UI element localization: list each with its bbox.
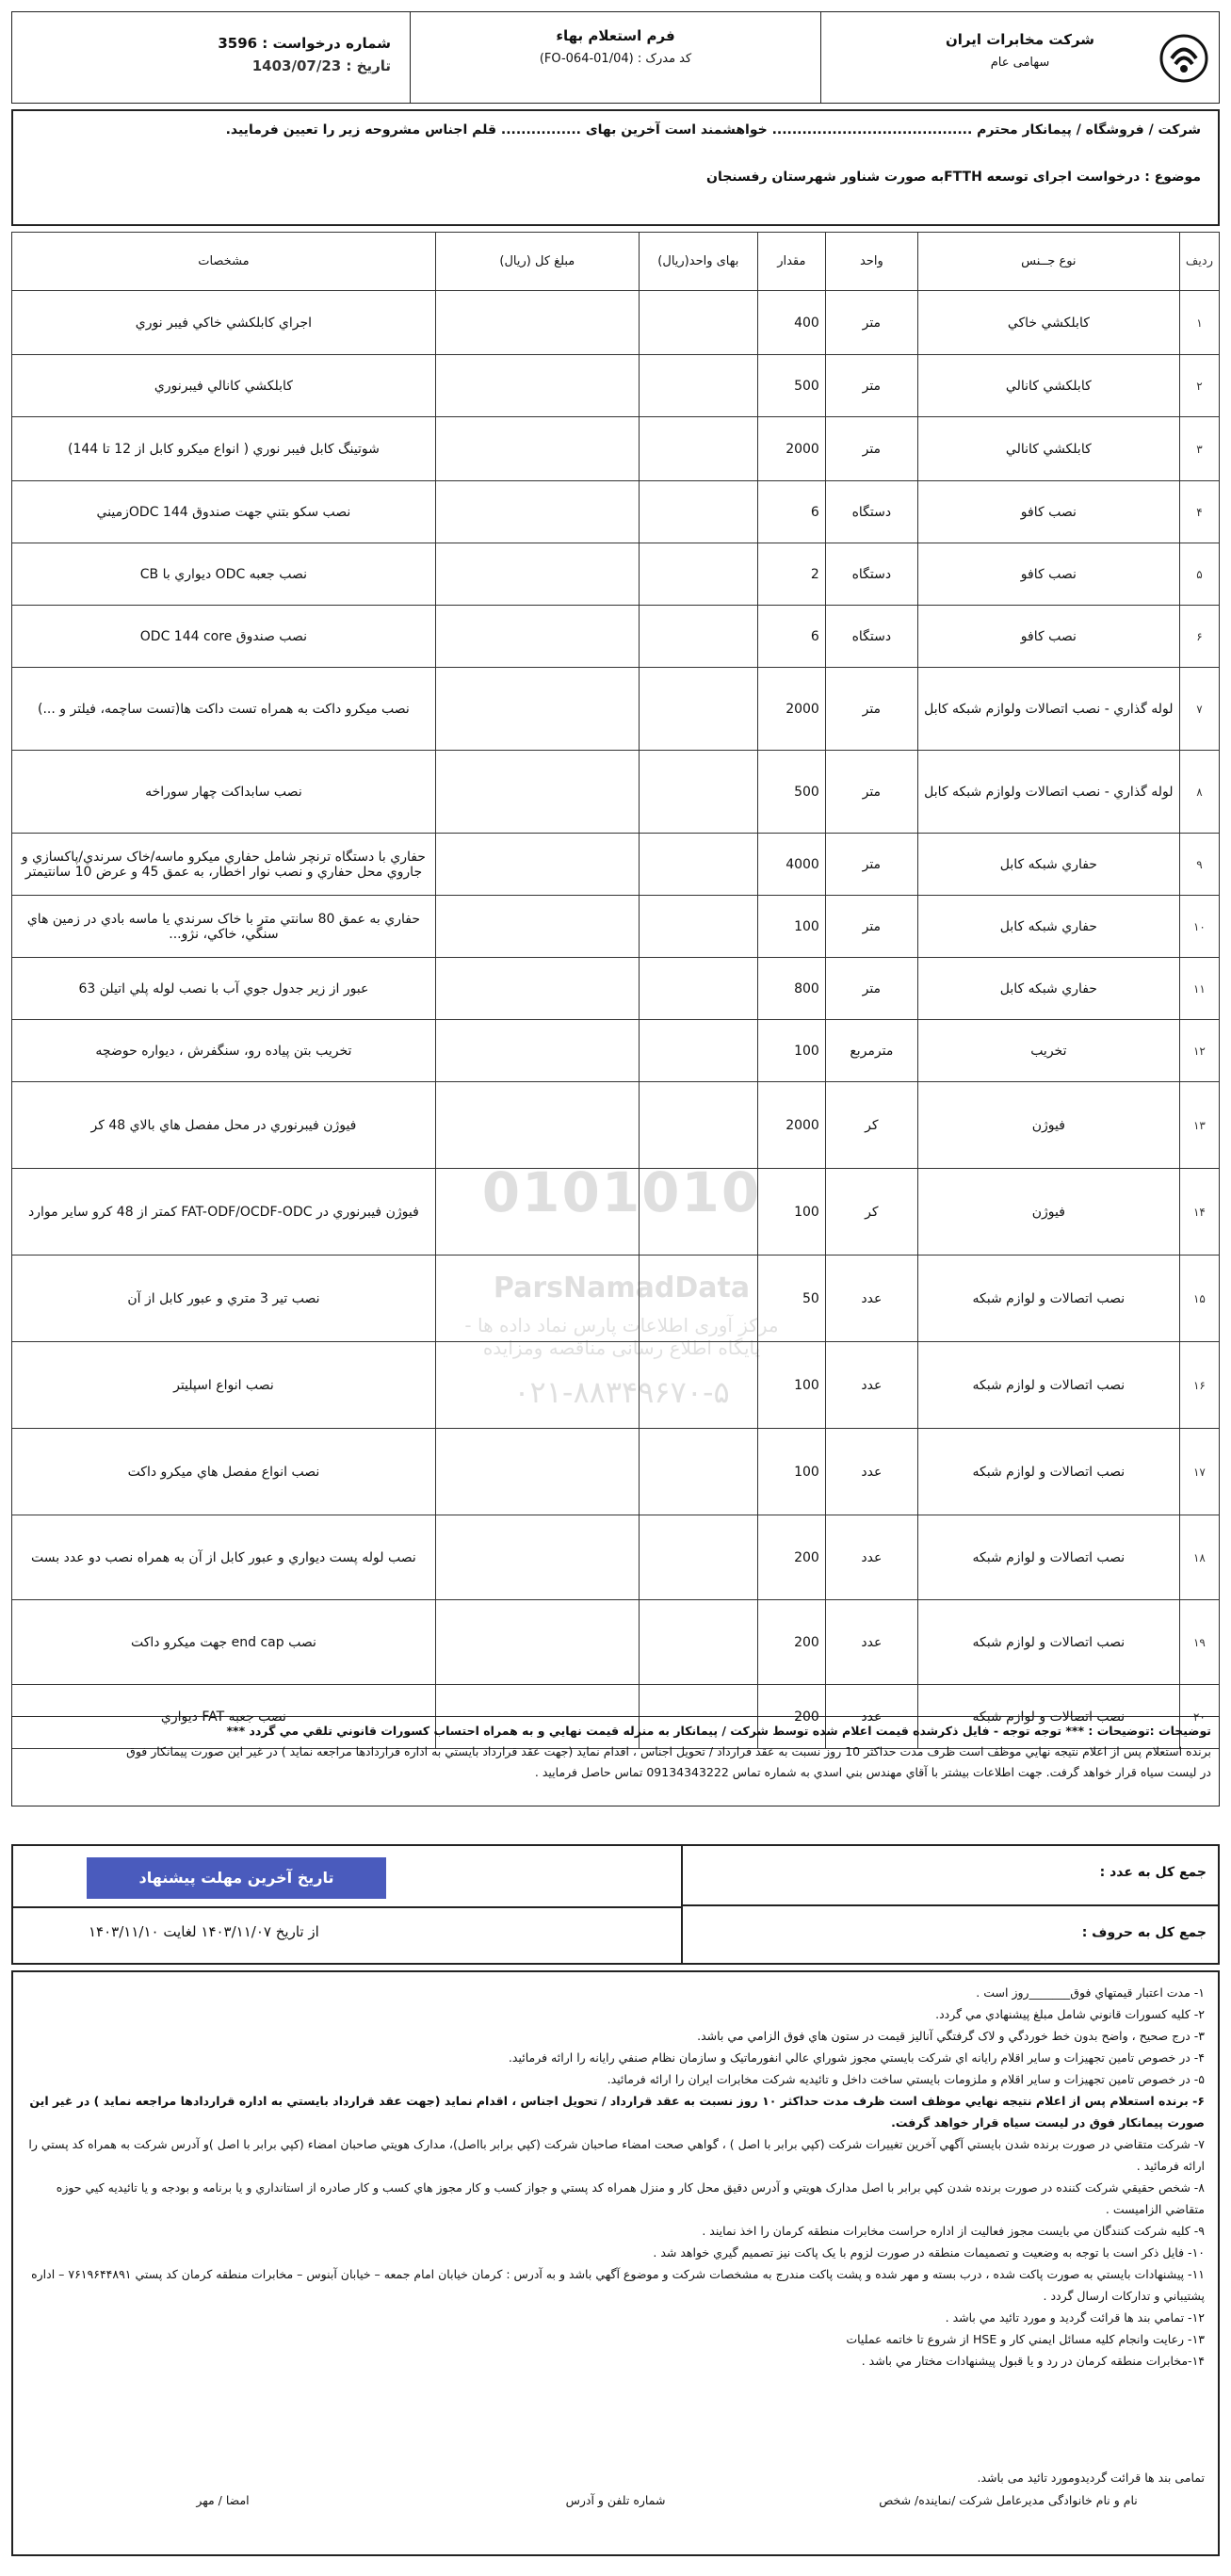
condition-item: ۷- شرکت متقاضي در صورت برنده شدن بايستي آگهي آخرين تغييرات شرکت (کپي برابر با اصل ) ، گواهي صحت امضاء صاحبان شرکت (کپي برابر بااصل)، مدارک هويتي صاحبان امضاء (کپي برابر با اصل )و آدرس شرکت به همراه کد پستي را ارائه فرمائيد .: [28, 2137, 1205, 2173]
total-price-cell[interactable]: [435, 1600, 639, 1685]
totals-box: [11, 1844, 1220, 1965]
row-number-cell: ۱۴: [1179, 1169, 1219, 1256]
unit-price-cell[interactable]: [639, 668, 757, 751]
qty-cell: 100: [757, 896, 825, 958]
qty-cell: 500: [757, 751, 825, 834]
total-by-letters: جمع کل به حروف :: [1081, 1925, 1207, 1940]
condition-item: ۶- برنده استعلام پس از اعلام نتيجه نهايي موظف است ظرف مدت حداکثر ۱۰ روز نسبت به عقد قرارداد / تحويل اجناس ، اقدام نمايد (جهت عقد قرارداد بايستي به اداره قراردادها مراجعه نمايد ) در غير اين صورت پيمانکار فوق در ليست سياه قرار خواهد گرفت.: [29, 2094, 1205, 2130]
qty-cell: 800: [757, 958, 825, 1020]
qty-cell: 50: [757, 1256, 825, 1342]
note-line-2: برنده استعلام پس از اعلام نتيجه نهايي موظف است ظرف مدت حداکثر 10 روز نسبت به عقد قرارداد / تحويل اجناس ، اقدام نمايد (جهت عقد قرارداد بايستي به اداره قراردادها مراجعه نمايد ) در غير اين صورت پيمانکار فوق: [126, 1744, 1211, 1758]
unit-cell: متر: [825, 417, 917, 481]
type-cell: کابلکشي کانالي: [917, 355, 1179, 417]
company-cell: [820, 12, 1219, 103]
unit-cell: عدد: [825, 1515, 917, 1600]
unit-price-cell[interactable]: [639, 1342, 757, 1429]
header-unit-price: بهای واحد(ریال): [639, 233, 757, 291]
deadline-divider: [13, 1906, 681, 1908]
deadline-area: [13, 1846, 681, 1963]
spec-cell: کابلکشي کانالي فيبرنوري: [12, 355, 436, 417]
total-price-cell[interactable]: [435, 751, 639, 834]
qty-cell: 6: [757, 606, 825, 668]
items-table: [11, 232, 1220, 1749]
qty-cell: 6: [757, 481, 825, 543]
table-row: [12, 1256, 1220, 1342]
unit-cell: دستگاه: [825, 543, 917, 606]
condition-item: ۱۴-مخابرات منطقه کرمان در رد و يا قبول پيشنهادات مختار مي باشد .: [861, 2354, 1205, 2368]
unit-cell: دستگاه: [825, 481, 917, 543]
table-row: [12, 896, 1220, 958]
row-number-cell: ۱: [1179, 291, 1219, 355]
row-number-cell: ۵: [1179, 543, 1219, 606]
signature-name-label: نام و نام خانوادگی مدیرعامل شرکت /نماینده/ شخص: [879, 2493, 1138, 2507]
table-row: [12, 1429, 1220, 1515]
condition-item: ۹- کليه شرکت کنندگان مي بايست مجوز فعاليت از اداره حراست مخابرات منطقه کرمان را اخذ نمايند .: [702, 2224, 1205, 2238]
condition-item: ۸- شخص حقيقي شرکت کننده در صورت برنده شدن کپي برابر با اصل مدارک هويتي و آدرس دقيق محل کار و منزل همراه کد پستي و جواز کسب و کار مجوز هاي کسب و کار صادره از استانداري و يا برنامه و بودجه و يا تائيديه کيي حوزه متقاضي الزاميست .: [56, 2180, 1205, 2216]
table-row: [12, 481, 1220, 543]
unit-cell: متر: [825, 668, 917, 751]
total-price-cell[interactable]: [435, 1169, 639, 1256]
unit-cell: متر: [825, 751, 917, 834]
unit-price-cell[interactable]: [639, 896, 757, 958]
row-number-cell: ۱۳: [1179, 1082, 1219, 1169]
table-row: [12, 1082, 1220, 1169]
type-cell: حفاري شبکه کابل: [917, 896, 1179, 958]
total-price-cell[interactable]: [435, 1429, 639, 1515]
row-number-cell: ۲: [1179, 355, 1219, 417]
note-line-3: در ليست سياه قرار خواهد گرفت. جهت اطلاعات بيشتر با آقاي مهندس بني اسدي به شماره تماس 09134343222 تماس حاصل فرماييد .: [534, 1765, 1211, 1779]
condition-item: ۵- در خصوص تامين تجهيزات و ساير اقلام و ملزومات بايستي ساخت داخل و تائيديه شرکت مخابرات ايران را ارائه فرمائيد.: [607, 2072, 1205, 2086]
spec-cell: نصب ميکرو داکت به همراه تست داکت ها(تست ساچمه، فيلتر و ...): [12, 668, 436, 751]
unit-price-cell[interactable]: [639, 958, 757, 1020]
row-number-cell: ۱۸: [1179, 1515, 1219, 1600]
signature-row: [26, 2489, 1205, 2511]
row-number-cell: ۱۲: [1179, 1020, 1219, 1082]
type-cell: فيوژن: [917, 1169, 1179, 1256]
form-title-cell: [410, 12, 820, 103]
unit-cell: عدد: [825, 1685, 917, 1749]
total-price-cell[interactable]: [435, 543, 639, 606]
doc-code: کد مدرک : (FO-064-01/04): [539, 52, 692, 66]
qty-cell: 100: [757, 1429, 825, 1515]
form-header: [11, 11, 1220, 104]
row-number-cell: ۱۵: [1179, 1256, 1219, 1342]
unit-cell: متر: [825, 355, 917, 417]
table-row: [12, 355, 1220, 417]
table-row: [12, 1020, 1220, 1082]
spec-cell: نصب سکو بتني جهت صندوق ODC 144زميني: [12, 481, 436, 543]
type-cell: نصب اتصالات و لوازم شبکه: [917, 1429, 1179, 1515]
inquiry-form-page: [11, 11, 1220, 2565]
spec-cell: نصب صندوق ODC 144 core: [12, 606, 436, 668]
spec-cell: اجراي کابلکشي خاکي فيبر نوري: [12, 291, 436, 355]
table-row: [12, 1169, 1220, 1256]
row-number-cell: ۹: [1179, 834, 1219, 896]
row-number-cell: ۱۷: [1179, 1429, 1219, 1515]
header-unit: واحد: [825, 233, 917, 291]
conditions-list: [26, 1982, 1205, 2372]
deadline-button[interactable]: تاریخ آخرین مهلت پیشنهاد: [87, 1857, 386, 1899]
spec-cell: نصب end cap جهت ميکرو داکت: [12, 1600, 436, 1685]
unit-cell: متر: [825, 896, 917, 958]
totals-labels: [681, 1846, 1218, 1963]
request-date: تاریخ : 1403/07/23: [251, 57, 391, 74]
condition-item: ۱- مدت اعتبار قيمتهاي فوق_______روز است .: [976, 1985, 1205, 2000]
qty-cell: 500: [757, 355, 825, 417]
note-line-1: توضيحات :توضيحات : *** توجه توجه - فايل ذکرشده قيمت اعلام شده توسط شرکت / پيمانکار به منزله قيمت نهايي و به همراه احتساب کسورات قانوني تلقي مي گردد ***: [226, 1724, 1211, 1738]
table-row: [12, 834, 1220, 896]
type-cell: کابلکشي خاکي: [917, 291, 1179, 355]
intro-box: [11, 109, 1220, 226]
row-number-cell: ۸: [1179, 751, 1219, 834]
total-by-number: جمع کل به عدد :: [683, 1846, 1218, 1906]
table-row: [12, 417, 1220, 481]
request-number: شماره درخواست : 3596: [218, 35, 391, 52]
type-cell: نصب کافو: [917, 543, 1179, 606]
spec-cell: نصب سابداکت چهار سوراخه: [12, 751, 436, 834]
row-number-cell: ۶: [1179, 606, 1219, 668]
total-price-cell[interactable]: [435, 1515, 639, 1600]
condition-item: ۱۰- فايل ذکر است با توجه به وضعيت و تصميمات منطقه در صورت لزوم با يک پاکت نيز تصميم گيري خواهد شد .: [653, 2245, 1205, 2260]
row-number-cell: ۱۶: [1179, 1342, 1219, 1429]
request-info-cell: [12, 12, 410, 103]
total-price-cell[interactable]: [435, 834, 639, 896]
total-price-cell[interactable]: [435, 1256, 639, 1342]
qty-cell: 2000: [757, 668, 825, 751]
spec-cell: نصب لوله پست ديواري و عبور کابل از آن به همراه نصب دو عدد بست: [12, 1515, 436, 1600]
unit-cell: عدد: [825, 1342, 917, 1429]
type-cell: نصب اتصالات و لوازم شبکه: [917, 1515, 1179, 1600]
total-price-cell[interactable]: [435, 355, 639, 417]
row-number-cell: ۱۰: [1179, 896, 1219, 958]
unit-price-cell[interactable]: [639, 481, 757, 543]
qty-cell: 200: [757, 1600, 825, 1685]
qty-cell: 100: [757, 1169, 825, 1256]
watermark-brand: ParsNamadData: [493, 1272, 751, 1304]
qty-cell: 4000: [757, 834, 825, 896]
total-price-cell[interactable]: [435, 417, 639, 481]
total-price-cell[interactable]: [435, 896, 639, 958]
type-cell: نصب اتصالات و لوازم شبکه: [917, 1685, 1179, 1749]
type-cell: نصب اتصالات و لوازم شبکه: [917, 1342, 1179, 1429]
unit-price-cell[interactable]: [639, 1429, 757, 1515]
unit-price-cell[interactable]: [639, 1256, 757, 1342]
type-cell: فيوژن: [917, 1082, 1179, 1169]
unit-cell: کر: [825, 1082, 917, 1169]
subject-line: موضوع : درخواست اجرای توسعه FTTHبه صورت شناور شهرستان رفسنجان: [706, 170, 1201, 185]
unit-price-cell[interactable]: [639, 417, 757, 481]
row-number-cell: ۳: [1179, 417, 1219, 481]
watermark-phone: ۰۲۱-۸۸۳۴۹۶۷۰-۵: [513, 1374, 730, 1410]
total-price-cell[interactable]: [435, 1342, 639, 1429]
condition-item: ۱۱- پيشنهادات بايستي به صورت پاکت شده ، درب بسته و مهر شده و پشت پاکت مندرج به مشخصات شرکت و موضوع آگهي باشد و به آدرس : کرمان خيابان امام جمعه – خيابان آبنوس – مخابرات منطقه کرمان کد پستي ۷۶۱۹۶۴۴۸۹۱ – اداره پشتيباني و تدارکات ارسال گردد .: [31, 2267, 1205, 2303]
row-number-cell: ۱۱: [1179, 958, 1219, 1020]
condition-item: ۱۲- تمامي بند ها قرائت گرديد و مورد تائيد مي باشد .: [945, 2310, 1205, 2325]
unit-price-cell[interactable]: [639, 291, 757, 355]
table-row: [12, 958, 1220, 1020]
type-cell: کابلکشي کانالي: [917, 417, 1179, 481]
unit-price-cell[interactable]: [639, 1169, 757, 1256]
unit-cell: عدد: [825, 1429, 917, 1515]
spec-cell: عبور از زير جدول جوي آب با نصب لوله پلي اتيلن 63: [12, 958, 436, 1020]
condition-item: ۲- کليه کسورات قانوني شامل مبلغ پيشنهادي مي گردد.: [935, 2007, 1205, 2021]
header-type: نوع جــنس: [917, 233, 1179, 291]
header-qty: مقدار: [757, 233, 825, 291]
total-price-cell[interactable]: [435, 1082, 639, 1169]
spec-cell: نصب تير 3 متري و عبور کابل از آن: [12, 1256, 436, 1342]
row-number-cell: ۷: [1179, 668, 1219, 751]
type-cell: نصب کافو: [917, 481, 1179, 543]
tci-logo-icon: [1158, 33, 1209, 84]
unit-cell: متر: [825, 291, 917, 355]
unit-price-cell[interactable]: [639, 606, 757, 668]
type-cell: حفاري شبکه کابل: [917, 834, 1179, 896]
total-price-cell[interactable]: [435, 1020, 639, 1082]
spec-cell: نصب انواع مفصل هاي ميکرو داکت: [12, 1429, 436, 1515]
type-cell: نصب کافو: [917, 606, 1179, 668]
spec-cell: حفاري با دستگاه ترنچر شامل حفاري ميکرو ماسه/خاک سرندي/پاکسازي و جاروي محل حفاري و نصب نوار اخطار، به عمق 45 و عرض 10 سانتيمتر: [12, 834, 436, 896]
table-row: [12, 1600, 1220, 1685]
table-row: [12, 543, 1220, 606]
type-cell: حفاري شبکه کابل: [917, 958, 1179, 1020]
unit-cell: متر: [825, 958, 917, 1020]
intro-line: شرکت / فروشگاه / پیمانکار محترم ........................................ خواهشمند است آخرین بهای ................ قلم اجناس مشروحه زیر را تعیین فرمایید.: [225, 122, 1201, 138]
spec-cell: فيوژن فيبرنوري در FAT-ODF/OCDF-ODC کمتر از 48 کرو ساير موارد: [12, 1169, 436, 1256]
watermark-binary: 0101010: [481, 1160, 762, 1224]
deadline-range: از تاریخ ۱۴۰۳/۱۱/۰۷ لغایت ۱۴۰۳/۱۱/۱۰: [89, 1923, 319, 1940]
qty-cell: 2: [757, 543, 825, 606]
type-cell: لوله گذاري - نصب اتصالات ولوازم شبکه کابل: [917, 751, 1179, 834]
signature-stamp-label: امضا / مهر: [196, 2493, 250, 2507]
condition-item: ۳- درج صحيح ، واضح بدون خط خوردگي و لاک گرفتگي آناليز قيمت در ستون هاي فوق الزامي مي باشد.: [697, 2029, 1205, 2043]
condition-item: ۴- در خصوص تامين تجهيزات و ساير اقلام رايانه اي شرکت بايستي مجوز شوراي عالي انفورماتيک و سازمان نظام صنفي رايانه را ارائه فرمائيد.: [508, 2050, 1205, 2065]
company-name: شرکت مخابرات ایران: [945, 31, 1095, 48]
table-row: [12, 606, 1220, 668]
unit-cell: دستگاه: [825, 606, 917, 668]
spec-cell: حفاري به عمق 80 سانتي متر با خاک سرندي يا ماسه بادي در زمين هاي سنگي، خاکي، نژو...: [12, 896, 436, 958]
qty-cell: 2000: [757, 417, 825, 481]
type-cell: نصب اتصالات و لوازم شبکه: [917, 1256, 1179, 1342]
spec-cell: نصب جعبه FAT ديواري: [12, 1685, 436, 1749]
approval-line: تمامی بند ها قرائت گردیدومورد تائید می باشد.: [977, 2471, 1205, 2485]
items-body: [12, 291, 1220, 1749]
signature-phone-label: شماره تلفن و آدرس: [565, 2493, 666, 2507]
spec-cell: نصب جعبه ODC ديواري با CB: [12, 543, 436, 606]
type-cell: تخريب: [917, 1020, 1179, 1082]
unit-cell: عدد: [825, 1256, 917, 1342]
conditions-box: [11, 1970, 1220, 2556]
qty-cell: 200: [757, 1515, 825, 1600]
qty-cell: 100: [757, 1020, 825, 1082]
total-price-cell[interactable]: [435, 958, 639, 1020]
table-header-row: [12, 233, 1220, 291]
qty-cell: 2000: [757, 1082, 825, 1169]
unit-price-cell[interactable]: [639, 1082, 757, 1169]
spec-cell: تخريب بتن پياده رو، سنگفرش ، ديواره حوضچه: [12, 1020, 436, 1082]
unit-cell: مترمربع: [825, 1020, 917, 1082]
row-number-cell: ۴: [1179, 481, 1219, 543]
type-cell: نصب اتصالات و لوازم شبکه: [917, 1600, 1179, 1685]
spec-cell: فيوژن فيبرنوري در محل مفصل هاي بالاي 48 کر: [12, 1082, 436, 1169]
unit-price-cell[interactable]: [639, 543, 757, 606]
qty-cell: 200: [757, 1685, 825, 1749]
total-price-cell[interactable]: [435, 291, 639, 355]
table-row: [12, 1515, 1220, 1600]
qty-cell: 400: [757, 291, 825, 355]
unit-price-cell[interactable]: [639, 1020, 757, 1082]
unit-cell: متر: [825, 834, 917, 896]
unit-price-cell[interactable]: [639, 1600, 757, 1685]
company-type: سهامی عام: [990, 56, 1050, 70]
unit-price-cell[interactable]: [639, 834, 757, 896]
header-total: مبلغ کل (ریال): [435, 233, 639, 291]
total-price-cell[interactable]: [435, 668, 639, 751]
table-row: [12, 668, 1220, 751]
type-cell: لوله گذاري - نصب اتصالات ولوازم شبکه کابل: [917, 668, 1179, 751]
table-row: [12, 1342, 1220, 1429]
row-number-cell: ۲۰: [1179, 1685, 1219, 1749]
header-row-number: ردیف: [1179, 233, 1219, 291]
unit-price-cell[interactable]: [639, 751, 757, 834]
row-number-cell: ۱۹: [1179, 1600, 1219, 1685]
table-row: [12, 291, 1220, 355]
table-row: [12, 751, 1220, 834]
total-price-cell[interactable]: [435, 481, 639, 543]
watermark-caption: مرکز آوری اطلاعات پارس نماد داده ها - پایگاه اطلاع رسانی مناقصه ومزایده: [464, 1314, 779, 1359]
unit-cell: کر: [825, 1169, 917, 1256]
condition-item: ۱۳- رعايت وانجام کليه مسائل ايمني کار و HSE از شروع تا خاتمه عمليات: [846, 2332, 1205, 2346]
spec-cell: شوتينگ کابل فيبر نوري ( انواع ميکرو کابل از 12 تا 144): [12, 417, 436, 481]
unit-cell: عدد: [825, 1600, 917, 1685]
form-title: فرم استعلام بهاء: [556, 27, 675, 44]
unit-price-cell[interactable]: [639, 355, 757, 417]
qty-cell: 100: [757, 1342, 825, 1429]
total-price-cell[interactable]: [435, 606, 639, 668]
header-spec: مشخصات: [12, 233, 436, 291]
notes-box: [11, 1716, 1220, 1806]
spec-cell: نصب انواع اسپليتر: [12, 1342, 436, 1429]
unit-price-cell[interactable]: [639, 1515, 757, 1600]
